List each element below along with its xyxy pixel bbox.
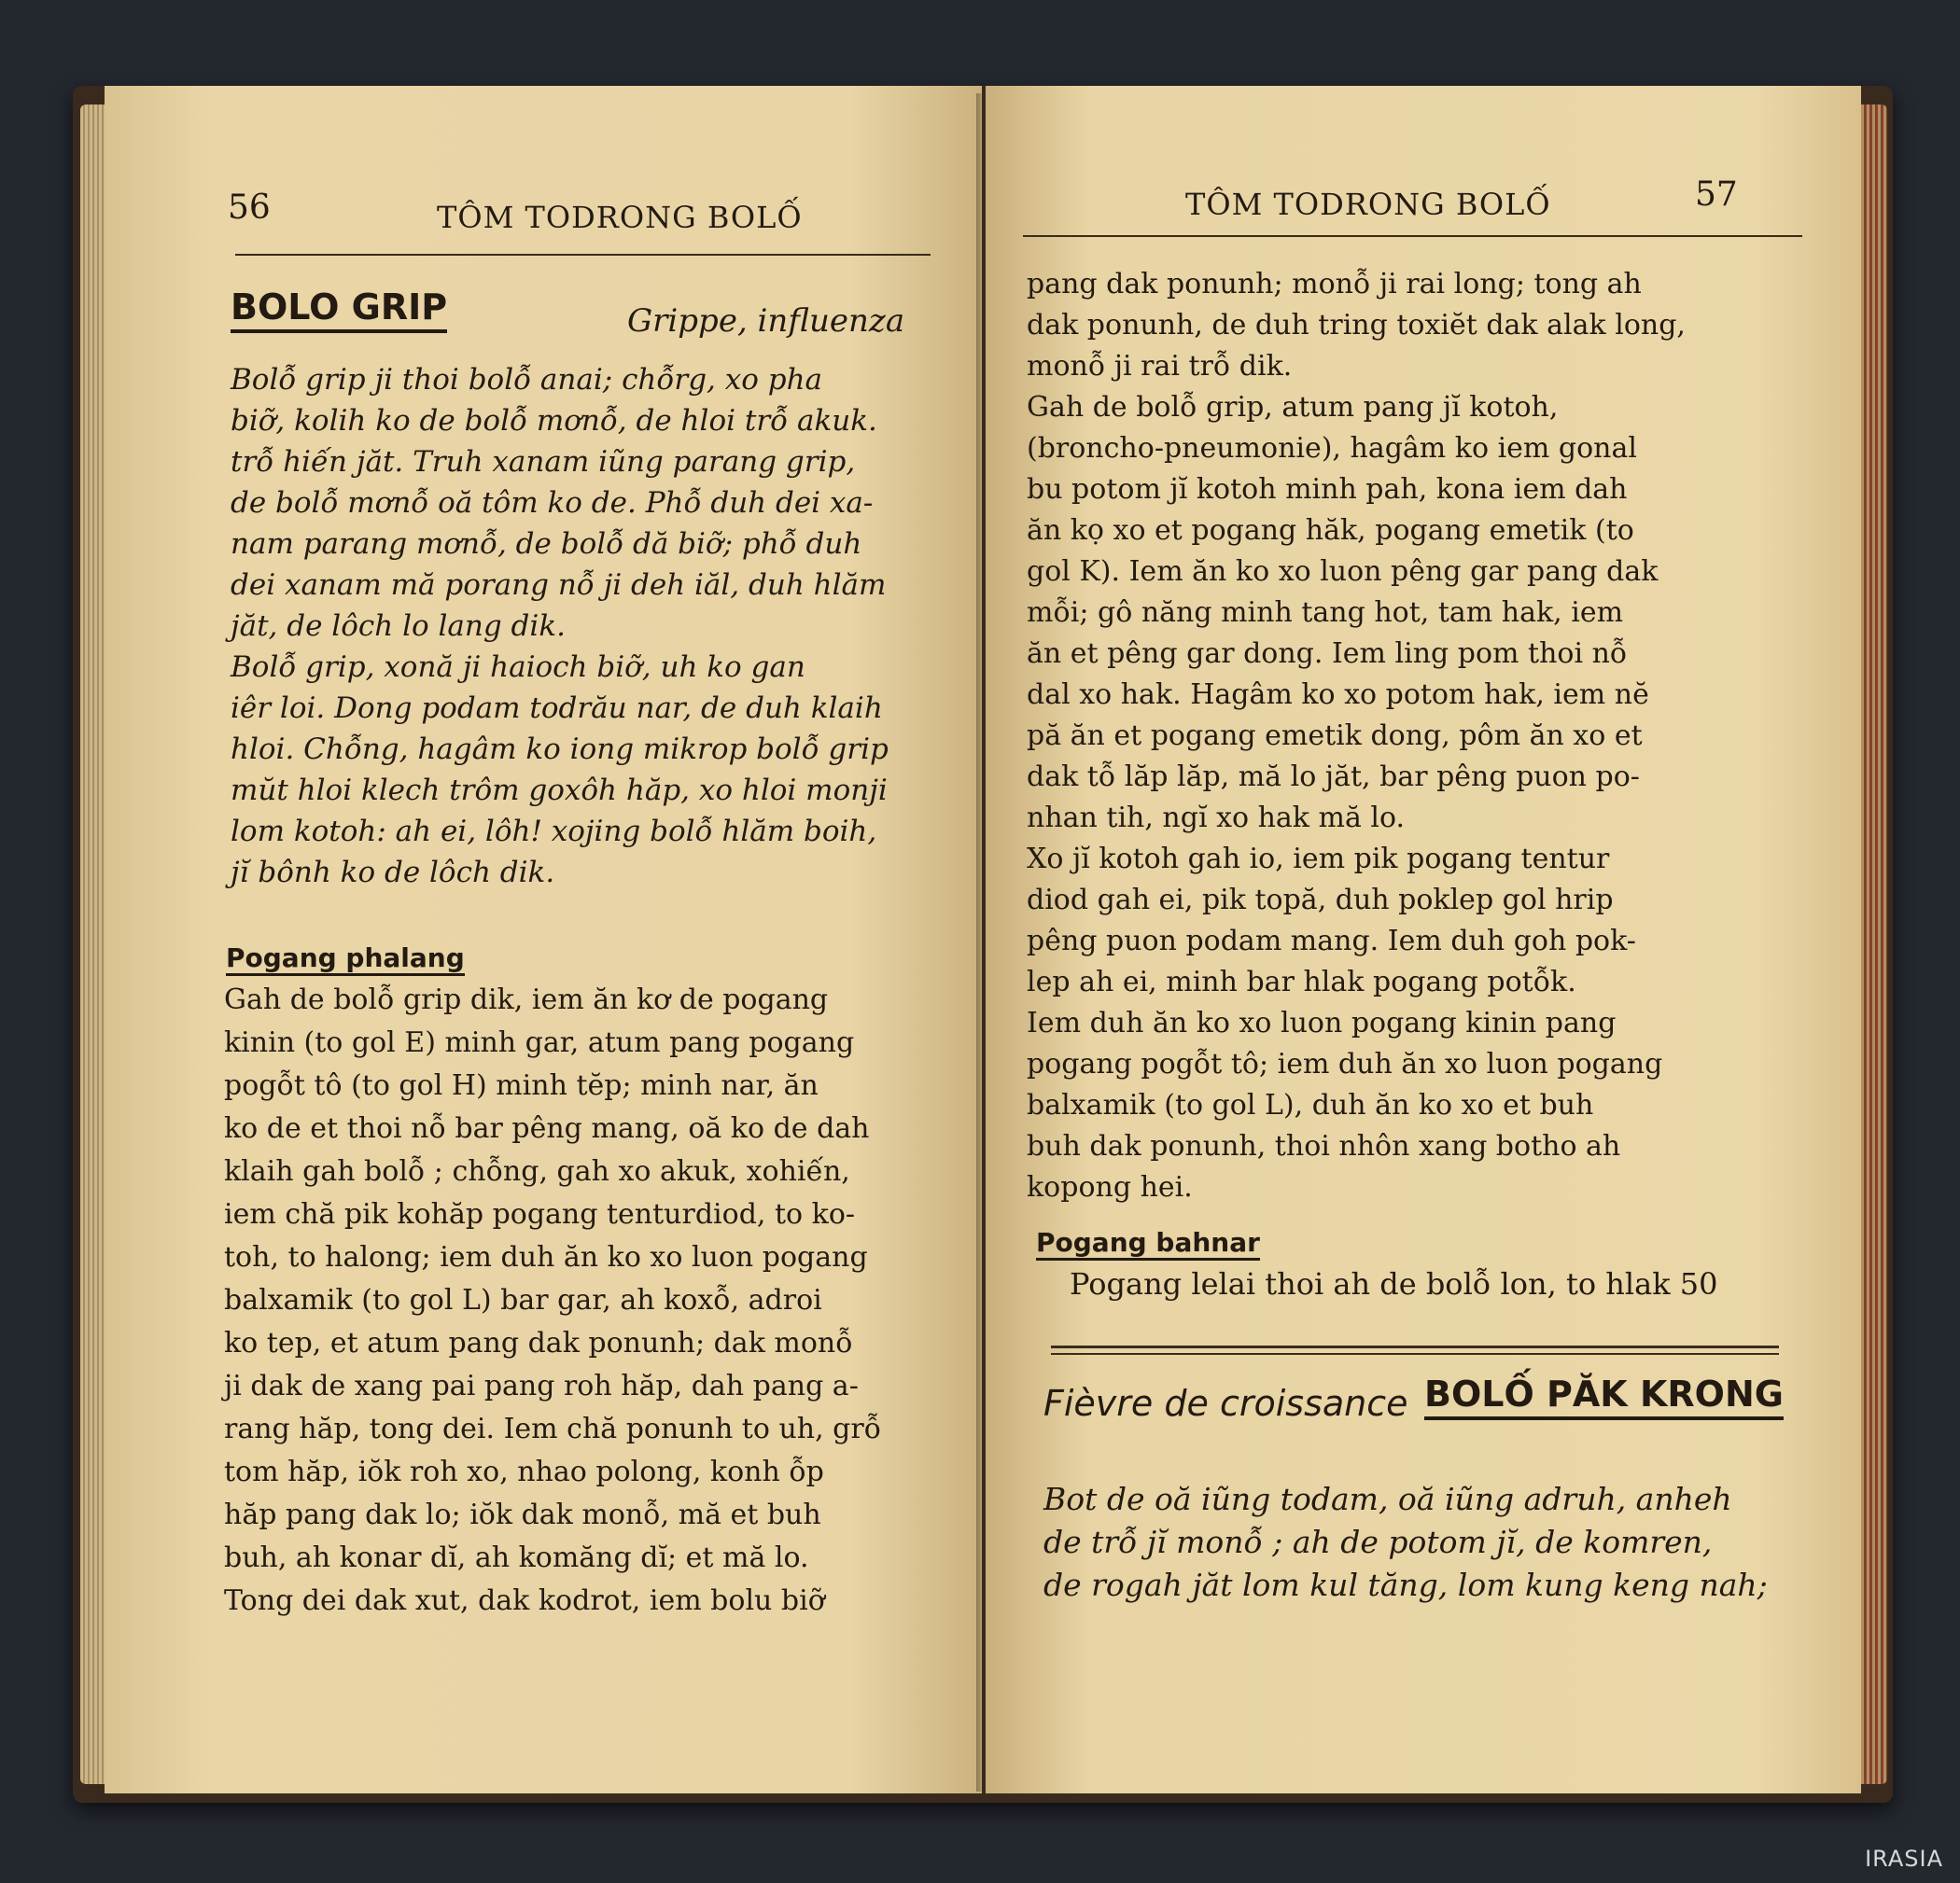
section-title: BOLO GRIP <box>231 286 447 333</box>
section-divider <box>1051 1346 1779 1348</box>
section-subtitle: Fièvre de croissance <box>1043 1383 1408 1424</box>
text-line: Gah de bolỗ grip, atum pang jĭ kotoh, <box>1027 391 1559 424</box>
text-line: dal xo hak. Hagâm ko xo potom hak, iem nĕ <box>1027 678 1649 711</box>
text-line: lom kotoh: ah ei, lôh! xojing bolỗ hlăm boih, <box>231 815 877 848</box>
text-line: rang hăp, tong dei. Iem chă ponunh to uh, grỗ <box>224 1413 882 1445</box>
text-line: iêr loi. Dong podam todrău nar, de duh klaih <box>231 691 883 725</box>
text-line: Tong dei dak xut, dak kodrot, iem bolu biỡ <box>224 1584 825 1617</box>
text-line: lep ah ei, minh bar hlak pogang potỗk. <box>1027 966 1576 998</box>
text-line: ko de et thoi nỗ bar pêng mang, oă ko de dah <box>224 1112 870 1145</box>
text-line: hloi. Chỗng, hagâm ko iong mikrop bolỗ grip <box>231 732 889 766</box>
section-subtitle: Grippe, influenza <box>627 302 905 340</box>
text-line: balxamik (to gol L), duh ăn ko xo et buh <box>1027 1089 1594 1122</box>
text-line: dei xanam mă porang nỗ ji deh iăl, duh hlăm <box>231 568 887 602</box>
text-line: trỗ hiến jăt. Truh xanam iũng parang grip, <box>231 445 856 479</box>
text-line: jĭ bônh ko de lôch dik. <box>231 856 555 889</box>
left-page <box>105 86 982 1793</box>
text-line: Xo jĭ kotoh gah io, iem pik pogang tentur <box>1027 843 1610 875</box>
text-line: de rogah jăt lom kul tăng, lom kung keng nah; <box>1043 1567 1768 1603</box>
text-line: biỡ, kolih ko de bolỗ mơnỗ, de hloi trỗ akuk. <box>231 404 877 438</box>
subheading: Pogang bahnar <box>1036 1227 1260 1261</box>
text-line: buh dak ponunh, thoi nhôn xang botho ah <box>1027 1130 1621 1163</box>
section-title: BOLỐ PĂK KRONG <box>1424 1374 1784 1420</box>
text-line: pang dak ponunh; monỗ ji rai long; tong ah <box>1027 268 1642 300</box>
text-line: kinin (to gol E) minh gar, atum pang pogang <box>224 1026 855 1059</box>
text-line: bu potom jĭ kotoh minh pah, kona iem dah <box>1027 473 1628 506</box>
text-line: de bolỗ mơnỗ oă tôm ko de. Phỗ duh dei xa- <box>231 486 874 520</box>
text-line: pogỗt tô (to gol H) minh tĕp; minh nar, ăn <box>224 1069 819 1102</box>
image-credit: IRASIA <box>1865 1846 1943 1872</box>
text-line: ăn et pêng gar dong. Iem ling pom thoi nỗ <box>1027 637 1628 670</box>
closing-line: Pogang lelai thoi ah de bolỗ lon, to hlak 50 <box>1070 1266 1718 1302</box>
text-line: Gah de bolỗ grip dik, iem ăn kơ de pogang <box>224 983 829 1016</box>
header-rule <box>1023 235 1802 237</box>
text-line: Bot de oă iũng todam, oă iũng adruh, anheh <box>1043 1481 1732 1517</box>
text-line: tom hăp, iŏk roh xo, nhao polong, konh ỗp <box>224 1456 824 1488</box>
text-line: (broncho-pneumonie), hagâm ko iem gonal <box>1027 432 1637 465</box>
right-page <box>986 86 1861 1793</box>
text-line: kopong hei. <box>1027 1171 1193 1204</box>
text-line: gol K). Iem ăn ko xo luon pêng gar pang dak <box>1027 555 1659 588</box>
text-line: jăt, de lôch lo lang dik. <box>231 609 566 643</box>
text-line: pă ăn et pogang emetik dong, pôm ăn xo et <box>1027 719 1643 752</box>
text-line: diod gah ei, pik topă, duh poklep gol hrip <box>1027 884 1614 916</box>
subheading: Pogang phalang <box>226 942 465 976</box>
text-line: de trỗ jĭ monỗ ; ah de potom jĭ, de komren, <box>1043 1524 1713 1560</box>
text-line: nam parang mơnỗ, de bolỗ dă biỡ; phỗ duh <box>231 527 862 561</box>
text-line: dak tỗ lăp lăp, mă lo jăt, bar pêng puon po- <box>1027 760 1640 793</box>
page-number: 56 <box>228 188 271 227</box>
text-line: ko tep, et atum pang dak ponunh; dak monỗ <box>224 1327 853 1360</box>
running-header: TÔM TODRONG BOLỐ <box>437 200 803 235</box>
text-line: mỗi; gô năng minh tang hot, tam hak, iem <box>1027 596 1624 629</box>
text-line: pêng puon podam mang. Iem duh goh pok- <box>1027 925 1636 957</box>
text-line: Bolỗ grip ji thoi bolỗ anai; chỗrg, xo pha <box>231 363 823 397</box>
text-line: nhan tih, ngĭ xo hak mă lo. <box>1027 802 1406 834</box>
text-line: toh, to halong; iem duh ăn ko xo luon pogang <box>224 1241 868 1274</box>
header-rule <box>235 254 931 256</box>
text-line: pogang pogỗt tô; iem duh ăn xo luon pogang <box>1027 1048 1663 1081</box>
text-line: monỗ ji rai trỗ dik. <box>1027 350 1293 383</box>
text-line: ăn kọ xo et pogang hăk, pogang emetik (to <box>1027 514 1634 547</box>
section-divider-thin <box>1051 1353 1779 1355</box>
text-line: balxamik (to gol L) bar gar, ah koxỗ, adroi <box>224 1284 822 1317</box>
text-line: hăp pang dak lo; iŏk dak monỗ, mă et buh <box>224 1499 821 1531</box>
text-line: klaih gah bolỗ ; chỗng, gah xo akuk, xohiến, <box>224 1155 850 1188</box>
text-line: buh, ah konar dĭ, ah komăng dĭ; et mă lo. <box>224 1541 809 1574</box>
text-line: dak ponunh, de duh tring toxiĕt dak alak long, <box>1027 309 1686 342</box>
page-number: 57 <box>1695 175 1738 214</box>
text-line: Iem duh ăn ko xo luon pogang kinin pang <box>1027 1007 1617 1039</box>
text-line: mŭt hloi klech trôm goxôh hăp, xo hloi monji <box>231 774 888 807</box>
running-header: TÔM TODRONG BOLỐ <box>1185 187 1551 222</box>
text-line: iem chă pik kohăp pogang tenturdiod, to ko- <box>224 1198 856 1231</box>
text-line: ji dak de xang pai pang roh hăp, dah pang a- <box>224 1370 859 1402</box>
text-line: Bolỗ grip, xonă ji haioch biỡ, uh ko gan <box>231 650 805 684</box>
